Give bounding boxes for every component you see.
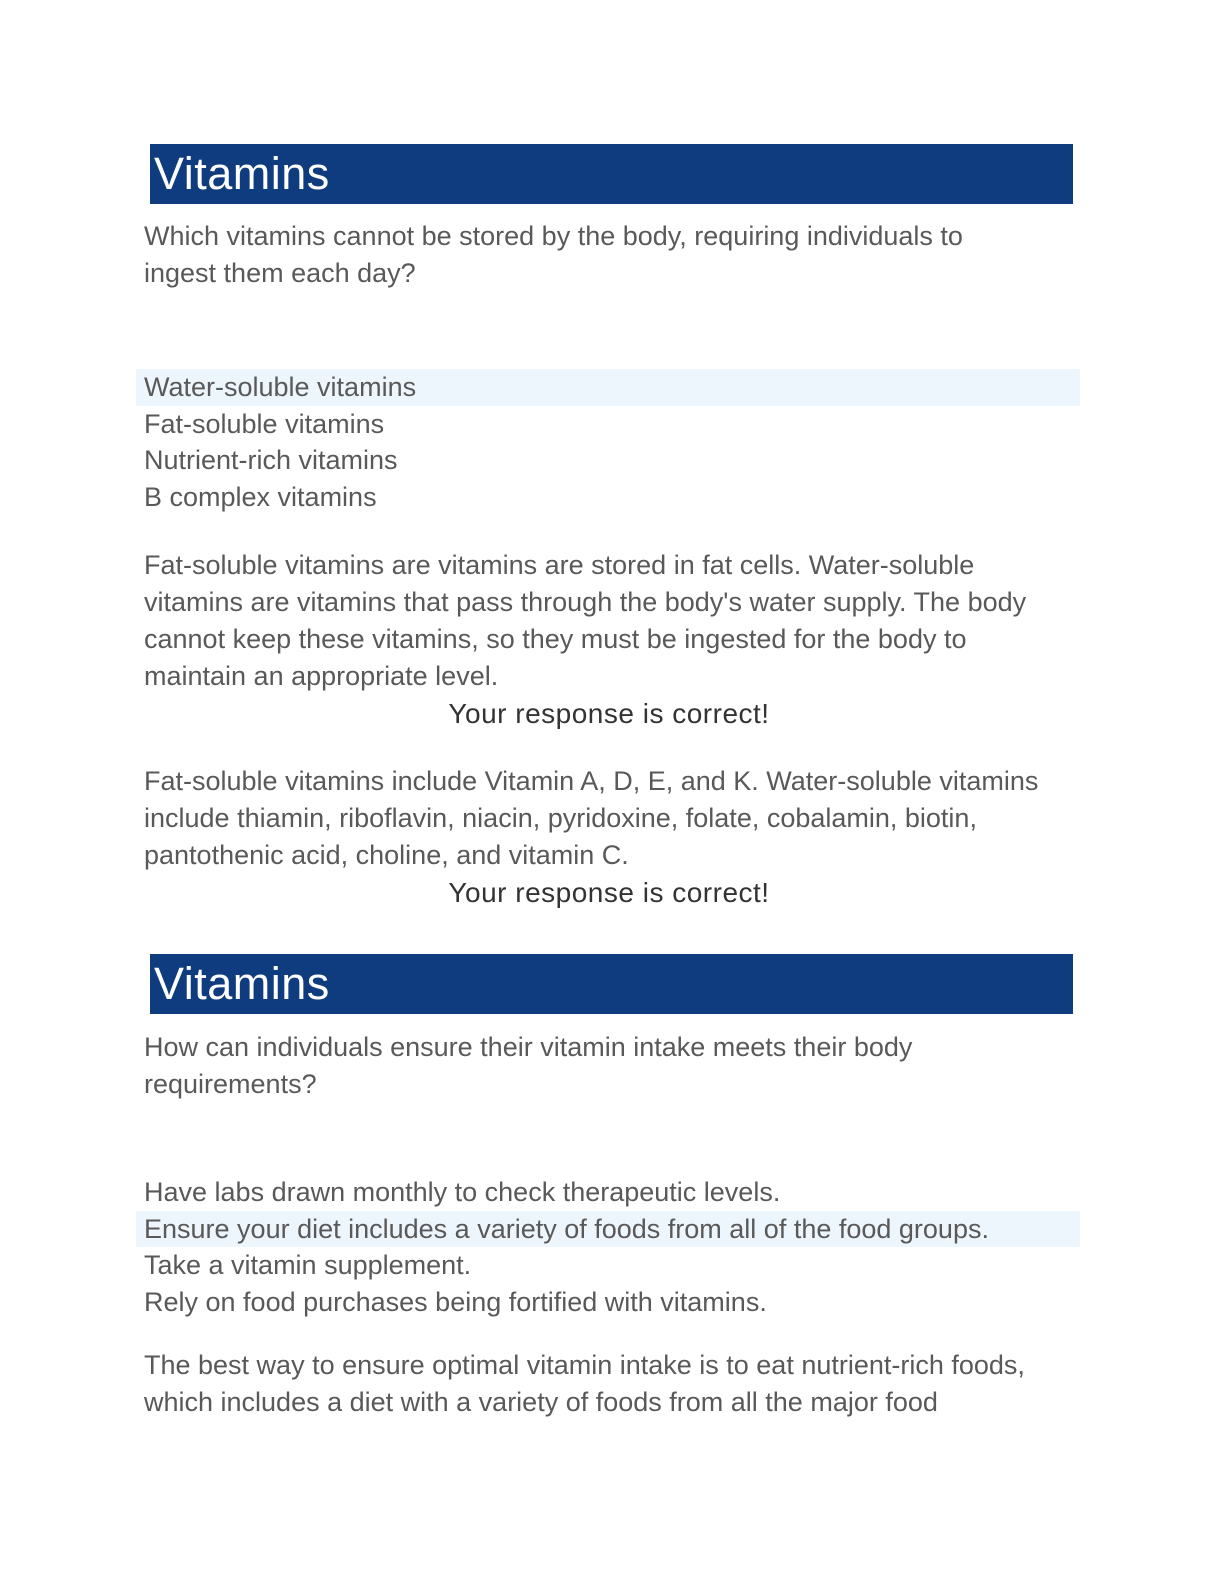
feedback-explanation: Fat-soluble vitamins include Vitamin A, D, E, and K. Water-soluble vitamins include thiamin, riboflavin, niacin, pyridoxine, folate, cobalamin, biotin, pantothenic acid, choline, and vitamin C. [144,766,1039,870]
answer-option-nutrient-rich[interactable]: Nutrient-rich vitamins [144,445,398,475]
answer-option-fortified-food[interactable]: Rely on food purchases being fortified with vitamins. [144,1286,767,1317]
question-text: Which vitamins cannot be stored by the body, requiring individuals to ingest them each day? [144,221,963,288]
section-title-bar [150,954,1073,1014]
answer-option-diet-variety[interactable]: Ensure your diet includes a variety of foods from all of the food groups. [136,1211,1080,1248]
answer-option-water-soluble[interactable]: Water-soluble vitamins [136,369,1080,406]
answer-option-fat-soluble[interactable]: Fat-soluble vitamins [144,408,385,439]
section-title: Vitamins [154,958,330,1009]
quiz-section-2 [0,954,1224,1421]
section-title: Vitamins [154,148,330,199]
answer-options [0,369,1224,515]
feedback-explanation: The best way to ensure optimal vitamin intake is to eat nutrient-rich foods, which includes a diet with a variety of foods from all the major food [144,1350,1025,1417]
quiz-section-1 [0,144,1224,911]
answer-option-labs-drawn[interactable]: Have labs drawn monthly to check therapeutic levels. [144,1177,781,1207]
feedback-explanation: Fat-soluble vitamins are vitamins are stored in fat cells. Water-soluble vitamins are vitamins that pass through the body's water supply. The body cannot keep these vitamins, so they must be ingested for the body to maintain an appropriate level. [144,550,1027,691]
question-text: How can individuals ensure their vitamin intake meets their body requirements? [144,1032,913,1099]
feedback-verdict: Your response is correct! [448,877,770,908]
feedback-verdict: Your response is correct! [448,698,770,729]
answer-option-b-complex[interactable]: B complex vitamins [144,481,377,512]
answer-option-vitamin-supplement[interactable]: Take a vitamin supplement. [144,1250,472,1280]
answer-options [0,1174,1224,1320]
section-title-bar [150,144,1073,204]
